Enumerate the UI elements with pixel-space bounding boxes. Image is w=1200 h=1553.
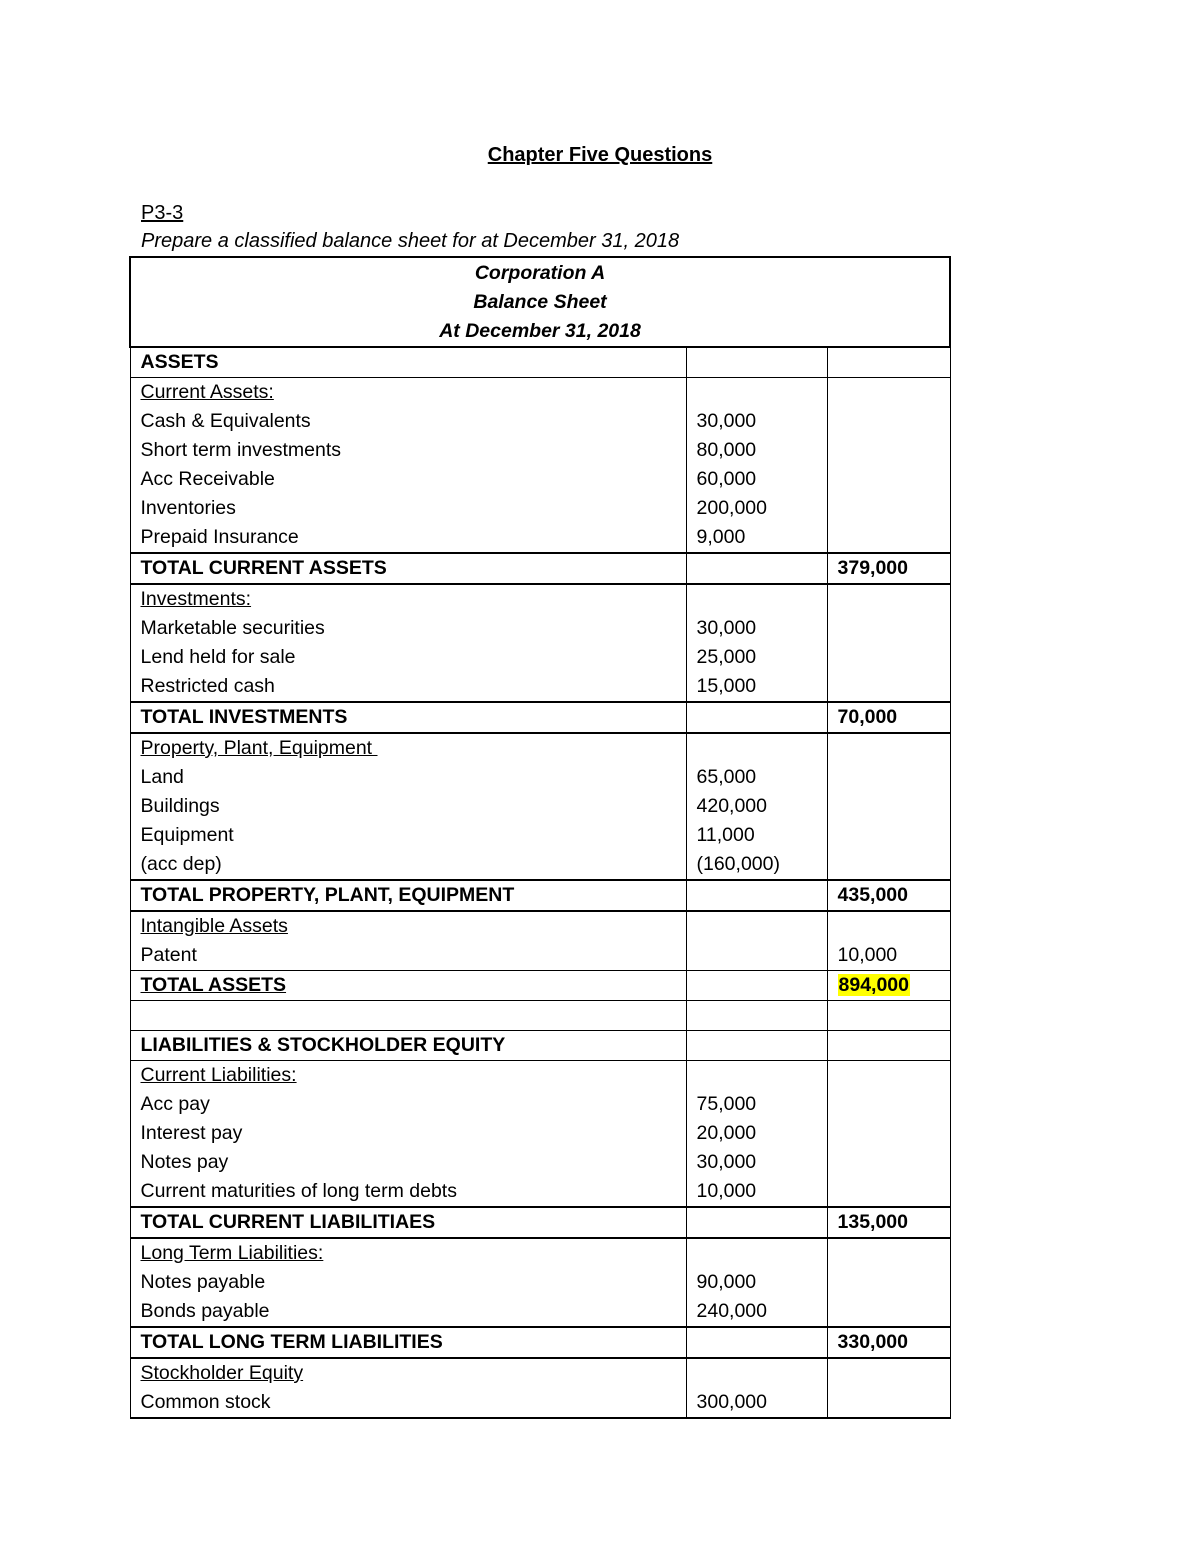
line-item-label: Prepaid Insurance: [130, 523, 686, 553]
table-row: [130, 850, 950, 880]
total-row: [130, 702, 950, 733]
line-item-amount: 200,000: [686, 494, 827, 523]
line-item-label: (acc dep): [130, 850, 686, 880]
line-item-label: Interest pay: [130, 1119, 686, 1148]
section-heading: Current Assets:: [140, 381, 274, 403]
line-item-label: Inventories: [130, 494, 686, 523]
statement-name: Balance Sheet: [473, 290, 607, 313]
total-amount: 135,000: [827, 1207, 950, 1238]
problem-id: P3-3: [141, 202, 184, 224]
line-item-label: Buildings: [130, 792, 686, 821]
section-heading: Stockholder Equity: [140, 1362, 304, 1384]
line-item-label: Notes payable: [130, 1268, 686, 1297]
balance-sheet-table: [129, 256, 951, 1419]
line-item-label: Notes pay: [130, 1148, 686, 1177]
line-item-label: Bonds payable: [130, 1297, 686, 1327]
line-item-amount: 9,000: [686, 523, 827, 553]
line-item-label: Current maturities of long term debts: [130, 1177, 686, 1207]
line-item-total: 10,000: [827, 941, 950, 971]
table-row: [130, 1119, 950, 1148]
line-item-amount: 20,000: [686, 1119, 827, 1148]
table-row: [130, 407, 950, 436]
total-label: TOTAL CURRENT ASSETS: [130, 553, 686, 584]
company-name: Corporation A: [474, 261, 606, 284]
total-amount: 70,000: [827, 702, 950, 733]
line-item-label: Short term investments: [130, 436, 686, 465]
total-row: [130, 1327, 950, 1358]
table-row: [130, 733, 950, 763]
total-label: TOTAL CURRENT LIABILITIAES: [130, 1207, 686, 1238]
line-item-amount: 30,000: [686, 1148, 827, 1177]
section-heading: Investments:: [140, 588, 252, 610]
table-row: [130, 1238, 950, 1268]
table-row: [130, 792, 950, 821]
line-item-amount: 420,000: [686, 792, 827, 821]
line-item-label: Equipment: [130, 821, 686, 850]
table-row: [130, 347, 950, 378]
table-row: [130, 523, 950, 553]
document-title: Chapter Five Questions: [487, 144, 713, 166]
table-row: [130, 494, 950, 523]
table-row: [130, 1388, 950, 1418]
table-row: [130, 763, 950, 792]
statement-header: [130, 257, 950, 347]
section-heading: Intangible Assets: [140, 915, 288, 937]
table-row: [130, 1297, 950, 1327]
section-heading: Current Liabilities:: [140, 1064, 297, 1086]
total-row: [130, 880, 950, 911]
total-amount: 330,000: [827, 1327, 950, 1358]
table-row: [130, 911, 950, 941]
line-item-amount: 80,000: [686, 436, 827, 465]
line-item-label: Land: [130, 763, 686, 792]
line-item-amount: 65,000: [686, 763, 827, 792]
section-heading: Property, Plant, Equipment: [140, 737, 378, 759]
line-item-label: Cash & Equivalents: [130, 407, 686, 436]
line-item-amount: 10,000: [686, 1177, 827, 1207]
table-row: [130, 1358, 950, 1388]
table-row: [130, 1177, 950, 1207]
table-row: [130, 436, 950, 465]
total-label: TOTAL INVESTMENTS: [130, 702, 686, 733]
table-row: [130, 614, 950, 643]
line-item-amount: 30,000: [686, 614, 827, 643]
total-row: [130, 1207, 950, 1238]
table-row: [130, 941, 950, 971]
line-item-amount: 240,000: [686, 1297, 827, 1327]
line-item-label: Acc Receivable: [130, 465, 686, 494]
line-item-amount: 11,000: [686, 821, 827, 850]
statement-header-row: [130, 257, 950, 347]
line-item-amount: 30,000: [686, 407, 827, 436]
table-row: [130, 1268, 950, 1297]
blank-row: [130, 1001, 950, 1031]
line-item-label: Lend held for sale: [130, 643, 686, 672]
line-item-amount: 300,000: [686, 1388, 827, 1418]
statement-date: At December 31, 2018: [439, 319, 641, 342]
table-row: [130, 1148, 950, 1177]
section-heading: Long Term Liabilities:: [140, 1242, 324, 1264]
table-row: [130, 821, 950, 850]
line-item-label: Acc pay: [130, 1090, 686, 1119]
total-assets-amount: 894,000: [838, 974, 909, 996]
total-assets-label: TOTAL ASSETS: [140, 974, 287, 996]
line-item-label: Common stock: [130, 1388, 686, 1418]
table-row: [130, 1090, 950, 1119]
line-item-label: Marketable securities: [130, 614, 686, 643]
total-label: TOTAL PROPERTY, PLANT, EQUIPMENT: [130, 880, 686, 911]
line-item-amount: 25,000: [686, 643, 827, 672]
line-item-label: Patent: [130, 941, 686, 971]
table-row: [130, 672, 950, 702]
total-assets-row: [130, 971, 950, 1001]
instruction-text: Prepare a classified balance sheet for at December 31, 2018: [141, 230, 680, 252]
liabilities-heading: LIABILITIES & STOCKHOLDER EQUITY: [130, 1031, 686, 1061]
line-item-amount: 75,000: [686, 1090, 827, 1119]
line-item-label: Restricted cash: [130, 672, 686, 702]
line-item-amount: 15,000: [686, 672, 827, 702]
line-item-amount: (160,000): [686, 850, 827, 880]
total-amount: 379,000: [827, 553, 950, 584]
total-amount: 435,000: [827, 880, 950, 911]
total-label: TOTAL LONG TERM LIABILITIES: [130, 1327, 686, 1358]
total-row: [130, 553, 950, 584]
table-row: [130, 465, 950, 494]
table-row: [130, 643, 950, 672]
assets-heading: ASSETS: [130, 347, 686, 378]
line-item-amount: 60,000: [686, 465, 827, 494]
table-row: [130, 584, 950, 614]
line-item-amount: 90,000: [686, 1268, 827, 1297]
table-row: [130, 378, 950, 408]
table-row: [130, 1061, 950, 1091]
table-row: [130, 1031, 950, 1061]
